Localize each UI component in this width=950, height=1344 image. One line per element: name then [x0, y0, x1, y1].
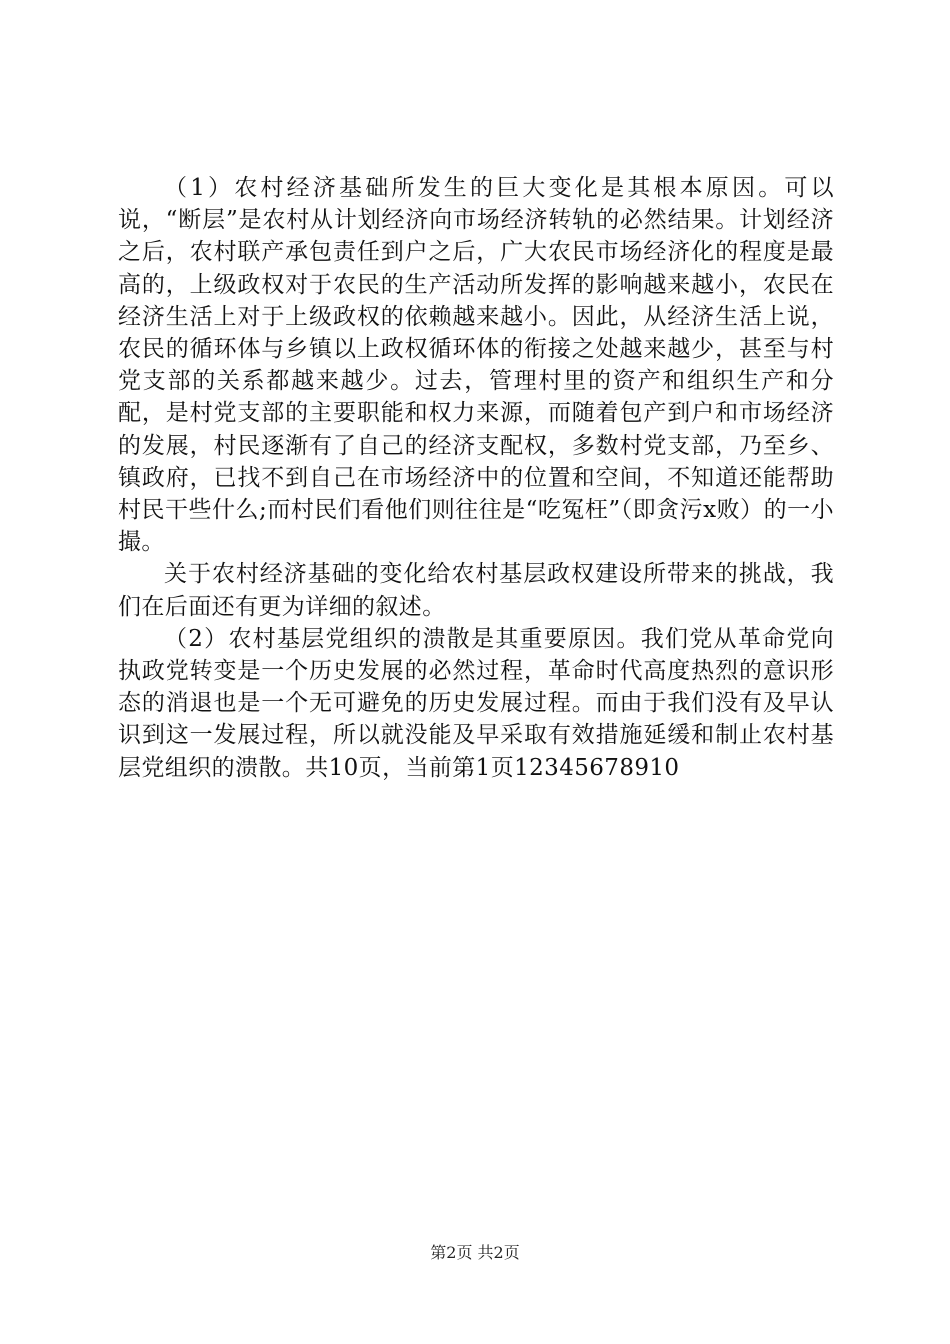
- paragraph-party-organization: （2）农村基层党组织的溃散是其重要原因。我们党从革命党向执政党转变是一个历史发展的必然过程，革命时代高度热烈的意识形态的消退也是一个无可避免的历史发展过程。而由于我们没有及早认识到这一发展过程，所以就没能及早采取有效措施延缓和制止农村基层党组织的溃散。共10页，当前第1页12345678910: [118, 625, 834, 781]
- document-body: [118, 172, 834, 784]
- paragraph-challenge-note: 关于农村经济基础的变化给农村基层政权建设所带来的挑战，我们在后面还有更为详细的叙述。: [118, 561, 834, 620]
- page-footer: 第2页 共2页: [430, 1243, 520, 1262]
- paragraph-economic-basis: （1）农村经济基础所发生的巨大变化是其根本原因。可以说，“断层”是农村从计划经济向市场经济转轨的必然结果。计划经济之后，农村联产承包责任到户之后，广大农民市场经济化的程度是最高的，上级政权对于农民的生产活动所发挥的影响越来越小，农民在经济生活上对于上级政权的依赖越来越小。因此，从经济生活上说，农民的循环体与乡镇以上政权循环体的衔接之处越来越少，甚至与村党支部的关系都越来越少。过去，管理村里的资产和组织生产和分配，是村党支部的主要职能和权力来源，而随着包产到户和市场经济的发展，村民逐渐有了自己的经济支配权，多数村党支部，乃至乡、镇政府，已找不到自己在市场经济中的位置和空间，不知道还能帮助村民干些什么;而村民们看他们则往往是“吃冤枉”（即贪污x败）的一小撮。: [118, 175, 834, 556]
